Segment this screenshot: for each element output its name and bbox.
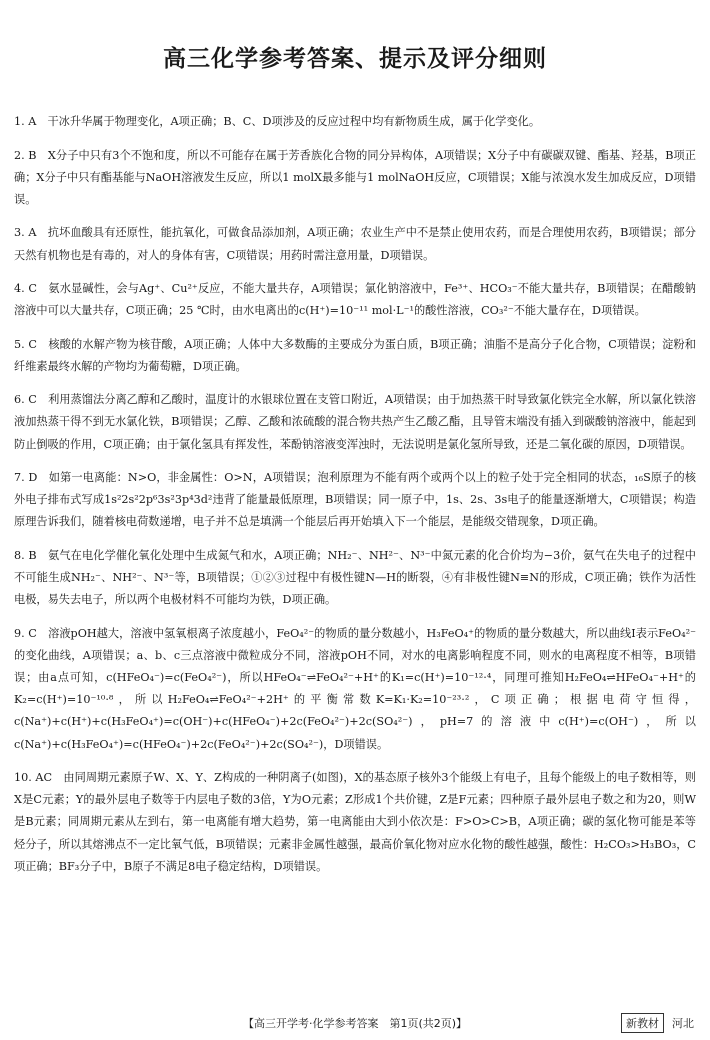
answer-item-4: 4. C 氨水显碱性，会与Ag⁺、Cu²⁺反应，不能大量共存，A项错误；氯化钠溶液中，Fe³⁺、HCO₃⁻不能大量共存，B项错误；在醋酸钠溶液中可以大量共存，C项正确；25 ℃时，由水电离出的c(H⁺)=10⁻¹¹ mol·L⁻¹的酸性溶液，CO₃²⁻不能大量存在，D项错误。 bbox=[14, 281, 696, 318]
answer-item-3: 3. A 抗坏血酸具有还原性，能抗氧化，可做食品添加剂，A项正确；农业生产中不是禁止使用农药，而是合理使用农药，B项错误；部分天然有机物也是有毒的，对人的身体有害，C项错误；用药时需注意用量，D项错误。 bbox=[14, 226, 696, 262]
answer-item-2: 2. B X分子中只有3个不饱和度，所以不可能存在属于芳香族化合物的同分异构体，A项错误；X分子中有碳碳双键、酯基、羟基，B项正确；X分子中只有酯基能与NaOH溶液发生反应，所以1 molX最多能与1 molNaOH反应，C项错误；X能与浓溴水发生加成反应，D项错误。 bbox=[14, 148, 696, 206]
answer-item-6: 6. C 利用蒸馏法分离乙醇和乙酸时，温度计的水银球位置在支管口附近，A项错误；由于加热蒸干时导致氯化铁完全水解，所以氯化铁溶液加热蒸干得不到无水氯化铁，B项错误；乙醇、乙酸和浓硫酸的混合物共热产生乙酸乙酯，且导管末端没有插入到碳酸钠溶液中，能起到防止倒吸的作用，C项正确；由于氯化氢具有挥发性，苯酚钠溶液变浑浊时，无法说明是氯化氢所导致，还是二氧化碳的原因，D项错误。 bbox=[14, 393, 696, 451]
answer-item-10: 10. AC 由同周期元素原子W、X、Y、Z构成的一种阴离子(如图)，X的基态原子核外3个能级上有电子，且每个能级上的电子数相等，则X是C元素；Y的最外层电子数等于内层电子数的3倍，Y为O元素；Z形成1个共价键，Z是F元素；四种原子最外层电子数之和为20，则W是B元素；同周期元素从左到右，第一电离能有增大趋势，第一电离能由大到小依次是：F>O>C>B，A项正确；碳的氢化物可能是苯等烃分子，所以其熔沸点不一定比氧气低，B项错误；元素非金属性越强，最高价氧化物对应水化物的酸性越强，酸性：H₂CO₃>H₃BO₃，C项正确；BF₃分子中，B原子不满足8电子稳定结构，D项错误。 bbox=[14, 770, 696, 873]
footer-badge: 新教材 bbox=[621, 1013, 664, 1033]
answer-item-7: 7. D 如第一电离能：N>O，非金属性：O>N，A项错误；泡利原理为不能有两个或两个以上的粒子处于完全相同的状态，₁₆S原子的核外电子排布式写成1s²2s²2p⁶3s²3p⁴3d²违背了能量最低原理，B项错误；同一原子中，1s、2s、3s电子的能量逐渐增大，C项错误；构造原理告诉我们，随着核电荷数递增，电子并不总是填满一个能层后再开始填入下一个能层，是能级交错现象，D项正确。 bbox=[14, 470, 696, 529]
footer-region: 河北 bbox=[672, 1017, 694, 1030]
answer-item-9: 9. C 溶液pOH越大，溶液中氢氧根离子浓度越小，FeO₄²⁻的物质的量分数越小，H₃FeO₄⁺的物质的量分数越大，所以曲线Ⅰ表示FeO₄²⁻的变化曲线，A项错误；a、b、c三点溶液中微粒成分不同，溶液pOH不同，对水的电离影响程度不同，则水的电离程度不相等，B项错误；由a点可知，c(HFeO₄⁻)=c(FeO₄²⁻)，所以HFeO₄⁻⇌FeO₄²⁻+H⁺的K₁=c(H⁺)=10⁻¹²·⁴，同理可推知H₂FeO₄⇌HFeO₄⁻+H⁺的K₂=c(H⁺)=10⁻¹⁰·⁸，所以H₂FeO₄⇌FeO₄²⁻+2H⁺的平衡常数K=K₁·K₂=10⁻²³·²，C项正确；根据电荷守恒得，c(Na⁺)+c(H⁺)+c(H₃FeO₄⁺)=c(OH⁻)+c(HFeO₄⁻)+2c(FeO₄²⁻)+2c(SO₄²⁻)，pH=7的溶液中c(H⁺)=c(OH⁻)，所以c(Na⁺)+c(H₃FeO₄⁺)=c(HFeO₄⁻)+2c(FeO₄²⁻)+2c(SO₄²⁻)，D项错误。 bbox=[14, 626, 696, 751]
answer-item-1: 1. A 干冰升华属于物理变化，A项正确；B、C、D项涉及的反应过程中均有新物质生成，属于化学变化。 bbox=[14, 115, 541, 129]
answer-list bbox=[14, 100, 696, 886]
page-title: 高三化学参考答案、提示及评分细则 bbox=[163, 46, 547, 72]
answer-item-8: 8. B 氨气在电化学催化氧化处理中生成氮气和水，A项正确；NH₂⁻、NH²⁻、N³⁻中氮元素的化合价均为−3价，氨气在失电子的过程中不可能生成NH₂⁻、NH²⁻、N³⁻等，B项错误；①②③过程中有极性键N—H的断裂，④有非极性键N≡N的形成，C项正确；铁作为活性电极，易失去电子，所以两个电极材料不可能均为铁，D项正确。 bbox=[14, 548, 696, 607]
answer-item-5: 5. C 核酸的水解产物为核苷酸，A项正确；人体中大多数酶的主要成分为蛋白质，B项正确；油脂不是高分子化合物，C项错误；淀粉和纤维素最终水解的产物均为葡萄糖，D项正确。 bbox=[14, 337, 696, 373]
footer-page-info: 【高三开学考·化学参考答案 第1页(共2页)】 bbox=[242, 1017, 468, 1030]
page-footer bbox=[0, 1013, 710, 1033]
